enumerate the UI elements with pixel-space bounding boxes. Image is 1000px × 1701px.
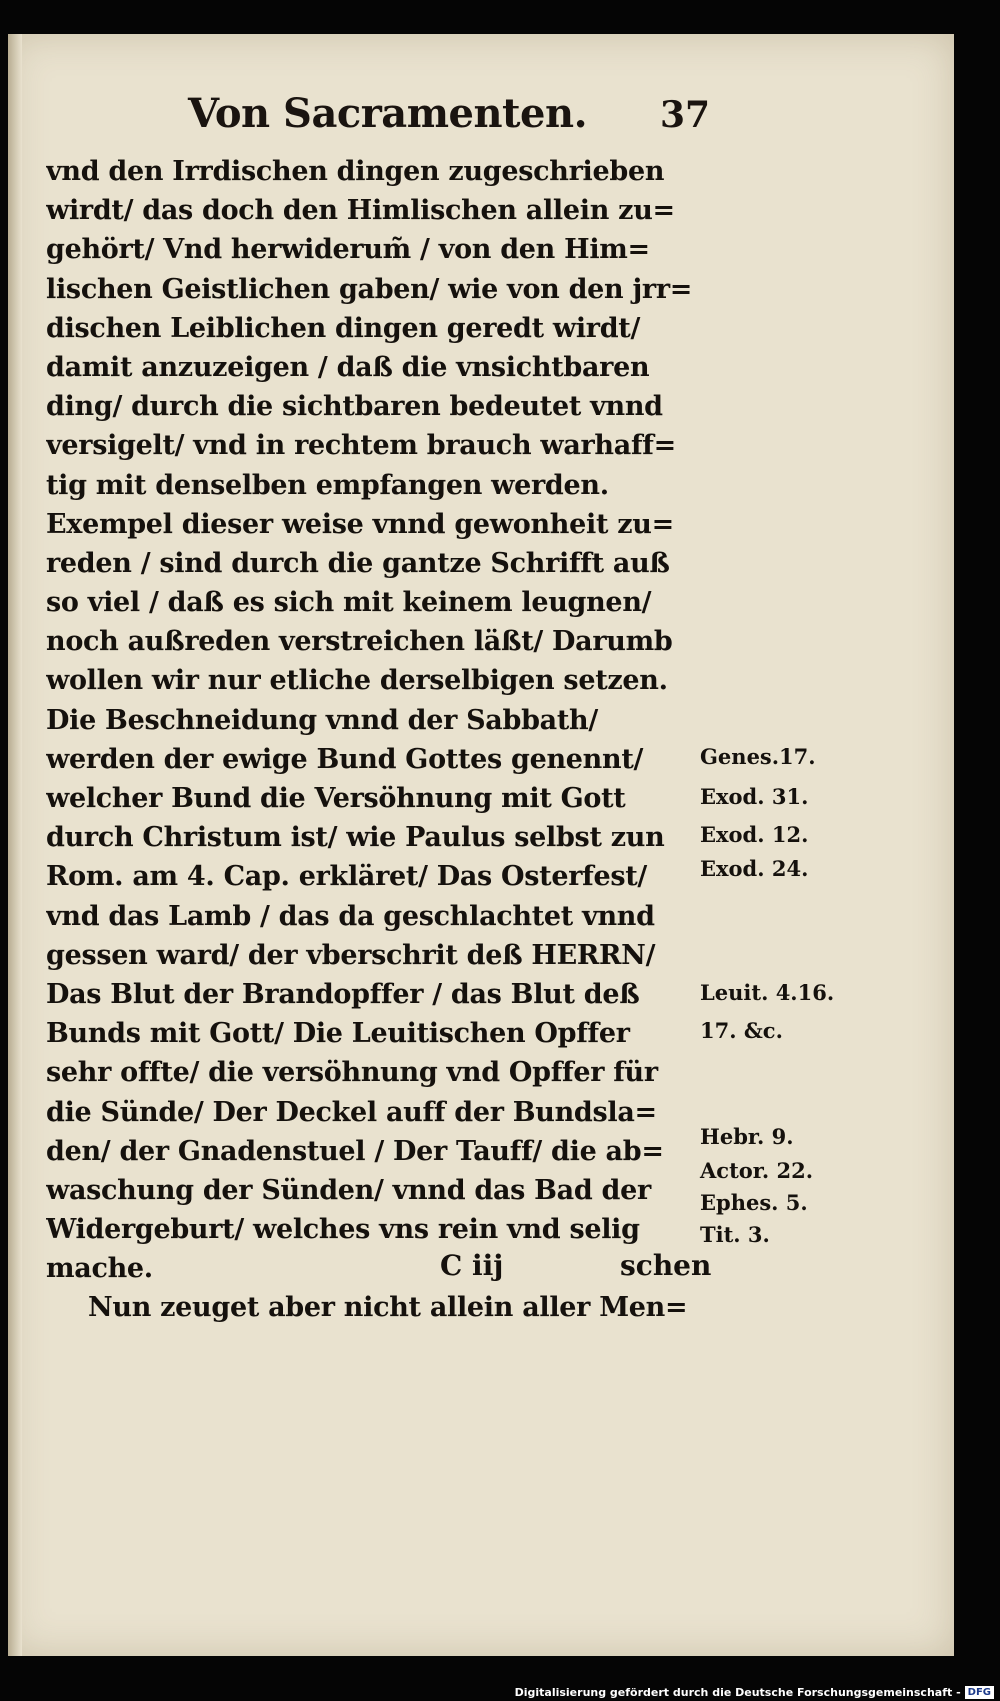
text-line: reden / sind durch die gantze Schrifft auß bbox=[46, 547, 670, 579]
text-line: werden der ewige Bund Gottes genennt/ bbox=[46, 743, 644, 775]
margin-note: Exod. 12. bbox=[700, 822, 809, 847]
page-header bbox=[8, 90, 728, 150]
text-line: durch Christum ist/ wie Paulus selbst zun bbox=[46, 822, 665, 854]
margin-note: Genes.17. bbox=[700, 744, 816, 769]
text-line: noch außreden verstreichen läßt/ Darumb bbox=[46, 626, 673, 658]
text-line: Exempel dieser weise vnnd gewonheit zu= bbox=[46, 508, 674, 540]
margin-note: Hebr. 9. bbox=[700, 1124, 794, 1149]
text-line: mache. bbox=[46, 1253, 153, 1285]
text-line: versigelt/ vnd in rechtem brauch warhaff= bbox=[46, 430, 676, 462]
text-line: Bunds mit Gott/ Die Leuitischen Opffer bbox=[46, 1018, 630, 1050]
text-line: welcher Bund die Versöhnung mit Gott bbox=[46, 783, 626, 814]
text-line: Widergeburt/ welches vns rein vnd selig bbox=[46, 1214, 640, 1246]
text-line: Das Blut der Brandopffer / das Blut deß bbox=[46, 978, 640, 1010]
text-line: dischen Leiblichen dingen geredt wirdt/ bbox=[46, 312, 641, 344]
margin-notes bbox=[700, 34, 900, 1334]
catchword: schen bbox=[620, 1249, 712, 1282]
text-line: wirdt/ das doch den Himlischen allein zu= bbox=[46, 195, 675, 227]
margin-note: Tit. 3. bbox=[700, 1222, 770, 1247]
text-line: sehr offte/ die versöhnung vnd Opffer für bbox=[46, 1057, 658, 1089]
text-line: vnd das Lamb / das da geschlachtet vnnd bbox=[46, 900, 655, 932]
text-line: die Sünde/ Der Deckel auff der Bundsla= bbox=[46, 1096, 657, 1128]
running-title: Von Sacramenten. bbox=[188, 90, 587, 137]
dfg-logo: DFG bbox=[965, 1686, 994, 1699]
text-line: Nun zeuget aber nicht allein aller Men= bbox=[88, 1292, 688, 1324]
credit-text: Digitalisierung gefördert durch die Deutsche Forschungsgemeinschaft - bbox=[514, 1686, 961, 1699]
body-text bbox=[46, 152, 706, 1328]
page-number: 37 bbox=[660, 94, 711, 136]
text-line: Rom. am 4. Cap. erkläret/ Das Osterfest/ bbox=[46, 861, 647, 893]
text-line: so viel / daß es sich mit keinem leugnen/ bbox=[46, 587, 652, 619]
margin-note: Leuit. 4.16. bbox=[700, 980, 835, 1005]
text-line: den/ der Gnadenstuel / Der Tauff/ die ab= bbox=[46, 1135, 664, 1167]
page-footer bbox=[8, 1249, 728, 1299]
text-line: vnd den Irrdischen dingen zugeschrieben bbox=[46, 156, 665, 187]
text-line: tig mit denselben empfangen werden. bbox=[46, 469, 609, 501]
text-line: damit anzuzeigen / daß die vnsichtbaren bbox=[46, 351, 650, 383]
digitization-credit bbox=[515, 1686, 994, 1699]
text-line: gessen ward/ der vberschrit deß HERRN/ bbox=[46, 939, 656, 971]
book-page bbox=[8, 34, 954, 1656]
margin-note: Exod. 31. bbox=[700, 784, 809, 809]
text-line: Die Beschneidung vnnd der Sabbath/ bbox=[46, 704, 598, 736]
text-line: waschung der Sünden/ vnnd das Bad der bbox=[46, 1174, 651, 1206]
margin-note: 17. &c. bbox=[700, 1018, 783, 1043]
text-line: lischen Geistlichen gaben/ wie von den jrr= bbox=[46, 273, 693, 305]
signature-mark: C iij bbox=[440, 1249, 504, 1282]
margin-note: Exod. 24. bbox=[700, 856, 809, 881]
text-line: ding/ durch die sichtbaren bedeutet vnnd bbox=[46, 391, 663, 423]
page-gutter-shadow bbox=[8, 34, 22, 1656]
margin-note: Actor. 22. bbox=[700, 1158, 814, 1183]
text-line: gehört/ Vnd herwiderum̃ / von den Him= bbox=[46, 234, 650, 266]
margin-note: Ephes. 5. bbox=[700, 1190, 808, 1215]
text-line: wollen wir nur etliche derselbigen setzen. bbox=[46, 665, 668, 697]
